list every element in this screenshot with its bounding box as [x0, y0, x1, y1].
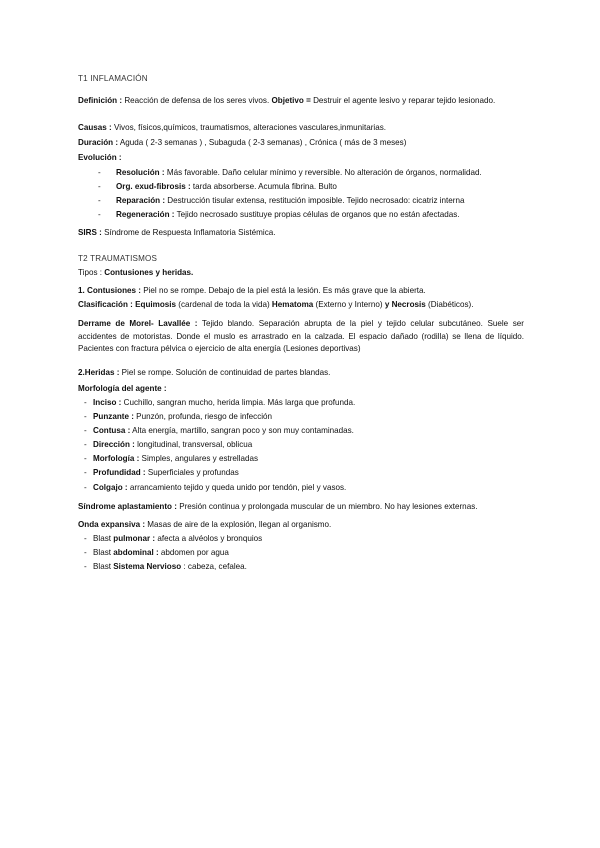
- definicion-text: Reacción de defensa de los seres vivos.: [122, 96, 270, 105]
- contusiones-text: Piel no se rompe. Debajo de la piel está la lesión. Es más grave que la abierta.: [140, 286, 426, 295]
- derrame-paragraph: [78, 318, 524, 356]
- list-item-label: Morfología :: [93, 454, 140, 463]
- definicion-paragraph: [78, 95, 524, 107]
- list-dash: -: [98, 182, 101, 191]
- list-item: [98, 210, 460, 220]
- list-dash: -: [84, 562, 87, 571]
- list-item-text: Punzón, profunda, riesgo de infección: [133, 412, 273, 421]
- list-item: [84, 562, 247, 572]
- list-dash: -: [98, 210, 101, 219]
- list-item: [84, 412, 272, 422]
- evolucion-label: Evolución :: [78, 153, 122, 162]
- section-heading-t2: T2 TRAUMATISMOS: [78, 254, 158, 263]
- blast-prefix: Blast: [93, 562, 114, 571]
- list-item-label: Resolución :: [116, 168, 165, 177]
- objetivo-text: Destruir el agente lesivo y reparar tejido lesionado.: [313, 96, 496, 105]
- heridas-label: 2.Heridas :: [78, 368, 120, 377]
- list-item: [84, 426, 354, 436]
- list-dash: -: [98, 196, 101, 205]
- definicion-label: Definición :: [78, 96, 123, 105]
- necrosis-label: y Necrosis: [382, 300, 426, 309]
- list-item-label: abdominal :: [113, 548, 159, 557]
- list-item-label: pulmonar :: [113, 534, 156, 543]
- blast-prefix: Blast: [93, 548, 114, 557]
- heridas-text: Piel se rompe. Solución de continuidad de partes blandas.: [119, 368, 331, 377]
- list-item-text: Cuchillo, sangran mucho, herida limpia. Más larga que profunda.: [121, 398, 356, 407]
- list-item-text: tarda absorberse. Acumula fibrina. Bulto: [190, 182, 337, 191]
- section-heading-t1: T1 INFLAMACIÓN: [78, 74, 148, 83]
- derrame-label: Derrame de Morel- Lavallée :: [78, 319, 198, 328]
- causas-line: [78, 123, 386, 133]
- list-item-label: Regeneración :: [116, 210, 175, 219]
- sirs-label: SIRS :: [78, 228, 102, 237]
- necrosis-text: (Diabéticos).: [425, 300, 474, 309]
- list-item-label: Punzante :: [93, 412, 134, 421]
- causas-text: Vivos, físicos,químicos, traumatismos, alteraciones vasculares,inmunitarias.: [111, 123, 386, 132]
- sindrome-label: Síndrome aplastamiento :: [78, 502, 177, 511]
- list-item: [98, 168, 482, 178]
- contusiones-line: [78, 286, 426, 296]
- objetivo-label: Objetivo =: [269, 96, 314, 105]
- contusiones-label: 1. Contusiones :: [78, 286, 141, 295]
- list-item: [84, 468, 239, 478]
- list-item-label: Inciso :: [93, 398, 122, 407]
- list-item-text: Más favorable. Daño celular mínimo y reversible. No alteración de órganos, normalidad.: [164, 168, 482, 177]
- list-item: [84, 398, 355, 408]
- list-item-label: Reparación :: [116, 196, 166, 205]
- sirs-text: Síndrome de Respuesta Inflamatoria Sistémica.: [101, 228, 276, 237]
- list-dash: -: [84, 534, 87, 543]
- list-item-text: Simples, angulares y estrelladas: [139, 454, 259, 463]
- clasificacion-line: [78, 300, 473, 310]
- causas-label: Causas :: [78, 123, 112, 132]
- sirs-line: [78, 228, 276, 238]
- list-item-label: Contusa :: [93, 426, 131, 435]
- list-dash: -: [98, 168, 101, 177]
- list-item-label: Profundidad :: [93, 468, 146, 477]
- list-item-text: abdomen por agua: [158, 548, 229, 557]
- list-item: [84, 454, 258, 464]
- morfologia-label: Morfología del agente :: [78, 384, 167, 393]
- list-item-text: longitudinal, transversal, oblicua: [134, 440, 253, 449]
- onda-label: Onda expansiva :: [78, 520, 146, 529]
- list-dash: -: [84, 548, 87, 557]
- hematoma-text: (Externo y Interno): [313, 300, 383, 309]
- list-item-text: Destrucción tisular extensa, restitución imposible. Tejido necrosado: cicatriz interna: [165, 196, 465, 205]
- onda-line: [78, 520, 331, 530]
- list-dash: -: [84, 412, 87, 421]
- list-item: [84, 548, 229, 558]
- list-item-text: Superficiales y profundas: [145, 468, 239, 477]
- hematoma-label: Hematoma: [269, 300, 314, 309]
- list-dash: -: [84, 398, 87, 407]
- list-item-text: arrancamiento tejido y queda unido por tendón, piel y vasos.: [127, 483, 347, 492]
- tipos-line: [78, 268, 193, 278]
- sindrome-text: Presión continua y prolongada muscular de un miembro. No hay lesiones externas.: [176, 502, 478, 511]
- list-dash: -: [84, 440, 87, 449]
- list-item-label: Sistema Nervioso: [113, 562, 182, 571]
- list-item-label: Dirección :: [93, 440, 135, 449]
- list-item-label: Colgajo :: [93, 483, 128, 492]
- list-item: [84, 534, 262, 544]
- list-item: [98, 196, 465, 206]
- list-dash: -: [84, 426, 87, 435]
- list-dash: -: [84, 483, 87, 492]
- onda-text: Masas de aire de la explosión, llegan al organismo.: [145, 520, 332, 529]
- list-item: [98, 182, 337, 192]
- list-item: [84, 483, 346, 493]
- list-item-text: : cabeza, cefalea.: [181, 562, 247, 571]
- duracion-text: Aguda ( 2-3 semanas ) , Subaguda ( 2-3 semanas) , Crónica ( más de 3 meses): [118, 138, 407, 147]
- list-item-label: Org. exud-fibrosis :: [116, 182, 191, 191]
- list-item: [84, 440, 252, 450]
- list-item-text: Alta energía, martillo, sangran poco y son muy contaminadas.: [130, 426, 354, 435]
- blast-prefix: Blast: [93, 534, 114, 543]
- tipos-bold: Contusiones y heridas.: [104, 268, 194, 277]
- tipos-prefix: Tipos :: [78, 268, 105, 277]
- duracion-label: Duración :: [78, 138, 119, 147]
- heridas-line: [78, 368, 330, 378]
- equimosis-text: (cardenal de toda la vida): [176, 300, 270, 309]
- list-item-text: Tejido necrosado sustituye propias células de organos que no están afectadas.: [174, 210, 460, 219]
- sindrome-line: [78, 502, 478, 512]
- list-dash: -: [84, 454, 87, 463]
- list-dash: -: [84, 468, 87, 477]
- duracion-line: [78, 138, 406, 148]
- derrame-text: Tejido blando. Separación abrupta de la piel y tejido celular subcutáneo. Suele ser accidentes de motoristas. Donde el muslo es arrastrado en la calzada. El espacio dañado (rodilla) se llena de líquido. Pacientes con fractura pélvica o ejercicio de alta energía (Lesiones deportivas): [78, 319, 524, 353]
- clasificacion-label: Clasificación :: [78, 300, 133, 309]
- list-item-text: afecta a alvéolos y bronquios: [155, 534, 263, 543]
- equimosis-label: Equimosis: [132, 300, 177, 309]
